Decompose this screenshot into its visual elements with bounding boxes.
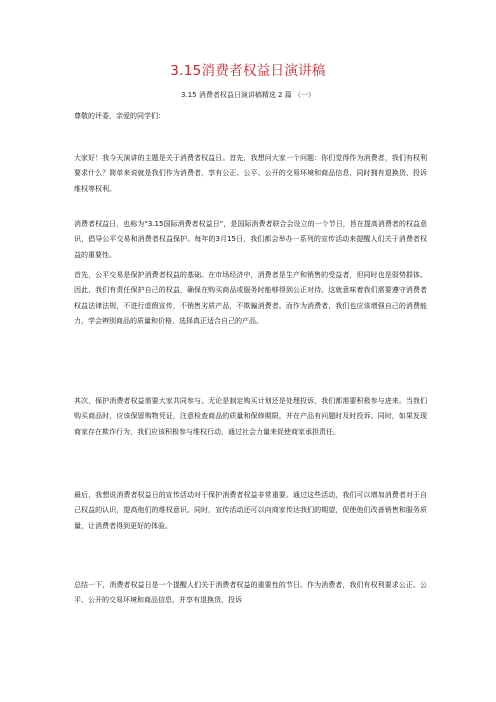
document-title: 3.15消费者权益日演讲稿 [170,63,326,79]
greeting-line: 尊敬的评委，亲爱的同学们： [74,112,165,120]
paragraph-participation: 其次，保护消费者权益需要大家共同参与。无论是制定购买计划还是处理投诉，我们都需要积极参与进来。当我们购买商品时，应该保留购物凭证，注意检查商品的质量和保修期限，并在产品有问题时及时投诉。同时，如果发现商家存在欺诈行为，我们应该积极参与维权行动，通过社会力量来促使商家承担责任。 [74,397,427,436]
document-subtitle: 3.15 消费者权益日演讲稿精选 2 篇 （一） [181,91,315,99]
paragraph-fair-trade: 首先，公平交易是保护消费者权益的基础。在市场经济中，消费者是生产和销售的受益者，但同时也是弱势群体。因此，我们有责任保护自己的权益，确保在购买商品或服务时能够得到公正对待。这就意味着我们需要遵守消费者权益法律法规，不进行虚假宣传，不销售劣质产品，不欺骗消费者。而作为消费者，我们也应该增强自己的消费能力，学会辨别商品的质量和价格，选择真正适合自己的产品。 [74,271,427,326]
paragraph-summary: 总结一下，消费者权益日是一个提醒人们关于消费者权益的重要性的节日。作为消费者，我们有权利要求公正、公平、公开的交易环境和商品信息，并享有退换货、投诉 [74,581,427,605]
paragraph-definition: 消费者权益日，也称为“3.15国际消费者权益日”，是国际消费者联合会设立的一个节日，旨在提高消费者的权益意识，倡导公平交易和消费者权益保护。每年的3月15日，我们都会举办一系列的宣传活动来提醒人们关于消费者权益的重要性。 [74,220,427,259]
paragraph-intro: 大家好！我今天演讲的主题是关于消费者权益日。首先，我想问大家一个问题：你们觉得作为消费者，我们有权利要求什么？简单来说就是我们作为消费者，享有公正、公平、公开的交易环境和商品信息，同时拥有退换货、投诉维权等权利。 [74,154,427,193]
paragraph-campaigns: 最后，我想说消费者权益日的宣传活动对于保护消费者权益非常重要。通过这些活动，我们可以增加消费者对于自己权益的认识，提高他们的维权意识。同时，宣传活动还可以向商家传达我们的期望，促使他们改善销售和服务质量，让消费者得到更好的体验。 [74,491,427,530]
